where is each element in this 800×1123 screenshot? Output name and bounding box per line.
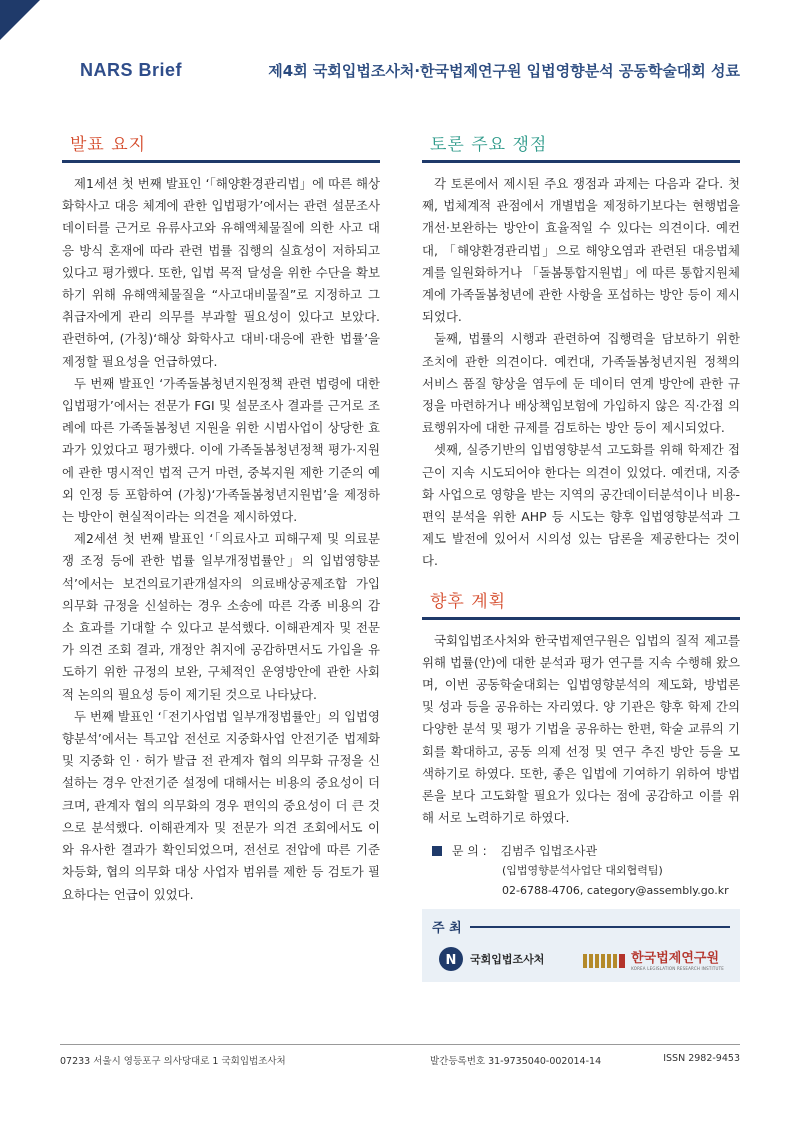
contact-block — [422, 841, 740, 901]
org-klri-sub: KOREA LEGISLATION RESEARCH INSTITUTE — [631, 966, 724, 972]
right-column — [422, 130, 740, 982]
left-column — [62, 130, 380, 906]
divider — [470, 926, 730, 928]
paragraph: 두 번째 발표인 ‘「전기사업법 일부개정법률안」의 입법영향분석’에서는 특고압 전선로 지중화사업 안전기준 법제화 및 지중화 인 · 허가 발급 전 관계자 협의 의무화 규정을 신설하는 경우 안전기준 설정에 대해서는 비용의 중요성이 더 크며, 관계자 협의 의무화의 경우 편익의 중요성이 더 큰 것으로 분석했다. 이해관계자 및 전문가 의견 조회에서도 이와 유사한 결과가 확인되었으며, 전선로 전압에 따른 기준 차등화, 협의 의무화 대상 사업자 범위를 제한 등 검토가 필요하다는 언급이 있었다. — [62, 708, 380, 902]
host-label: 주 최 — [432, 921, 462, 937]
org-nars — [438, 946, 544, 972]
page-footer — [60, 1044, 740, 1067]
page-title: 제4회 국회입법조사처·한국법제연구원 입법영향분석 공동학술대회 성료 — [268, 62, 740, 80]
paragraph: 제1세션 첫 번째 발표인 ‘「해양환경관리법」에 따른 해상화학사고 대응 체계에 관한 입법평가’에서는 관련 설문조사 데이터를 근거로 유류사고와 유해액체물질에 의한 사고 대응 방식 혼재에 따라 관련 법률 집행의 실효성이 저하되고 있다고 평가했다. 또한, 입법 목적 달성을 위한 수단을 확보하기 위해 유해액체물질을 “사고대비물질”로 지정하고 그 취급자에게 관리 의무를 부과할 필요성이 있다고 보았다. 관련하여, (가칭)‘해상 화학사고 대비·대응에 관한 법률’을 제정할 필요성을 언급하였다. — [62, 176, 380, 369]
svg-text:N: N — [445, 953, 457, 969]
paragraph: 두 번째 발표인 ‘가족돌봄청년지원정책 관련 법령에 대한 입법평가’에서는 전문가 FGI 및 설문조사 결과를 근거로 조례에 따른 가족돌봄청년 지원을 위한 시범사업이 상당한 효과가 있었다고 평가했다. 이에 가족돌봄청년정책 평가·지원에 관한 명시적인 법적 근거 마련, 중복지원 제한 기준의 예외 인정 등 포함하여 (가칭)‘가족돌봄청년지원법’을 제정하는 방안이 현실적이라는 의견을 제시하였다. — [62, 375, 380, 525]
paragraph: 국회입법조사처와 한국법제연구원은 입법의 질적 제고를 위해 법률(안)에 대한 분석과 평가 연구를 지속 수행해 왔으며, 이번 공동학술대회는 입법영향분석의 제도화, 방법론 및 성과 등을 공유하는 자리였다. 양 기관은 향후 학제 간의 다양한 분석 및 평가 기법을 공유하는 한편, 학술 교류의 기회를 확대하고, 공동 의제 선정 및 연구 추진 방안 등을 모색하기로 하였다. 또한, 좋은 입법에 기여하기 위하여 방법론을 보다 고도화할 필요가 있다는 점에 공감하고 이를 위해 서로 노력하기로 하였다. — [422, 632, 740, 826]
footer-address: 07233 서울시 영등포구 의사당대로 1 국회입법조사처 — [60, 1056, 286, 1067]
nars-brief-logo: NARS Brief — [80, 60, 183, 80]
section-title-discussion: 토론 주요 쟁점 — [422, 130, 740, 163]
org-klri-name: 한국법제연구원 — [631, 951, 720, 967]
section-title-presentations: 발표 요지 — [62, 130, 380, 163]
org-nars-name: 국회입법조사처 — [470, 953, 545, 967]
paragraph: 셋째, 실증기반의 입법영향분석 고도화를 위해 학제간 접근이 지속 시도되어야 한다는 의견이 있었다. 예컨대, 지중화 사업으로 영향을 받는 지역의 공간데이터분석이나 비용-편익 분석을 위한 AHP 등 시도는 향후 입법영향분석과 그 제도 발전에 있어서 시의성 있는 담론을 제공한다는 것이다. — [422, 442, 740, 569]
contact-label: 문 의 : — [451, 844, 487, 859]
paragraph: 각 토론에서 제시된 주요 쟁점과 과제는 다음과 같다. 첫째, 법체계적 관점에서 개별법을 제정하기보다는 현행법을 개선·보완하는 방안이 효율적일 수 있다는 의견이다. 예컨대, 「해양환경관리법」으로 해양오염과 관련된 대응법체계를 일원화하거나 「돌봄통합지원법」에 따른 통합지원체계에 가족돌봄청년에 관한 사항을 포섭하는 방안 등이 제시되었다. — [422, 176, 740, 325]
footer-registration: 발간등록번호 31-9735040-002014-14 — [430, 1056, 602, 1067]
nars-emblem-icon — [438, 946, 464, 972]
host-box — [422, 909, 740, 982]
corner-triangle — [0, 0, 40, 40]
contact-name: 김범주 입법조사관 — [500, 844, 598, 859]
section-title-future-plans: 향후 계획 — [422, 587, 740, 620]
page-header — [80, 58, 740, 88]
square-bullet-icon — [432, 846, 442, 856]
contact-dept: (입법영향분석사업단 대외협력팀) — [502, 864, 663, 878]
contact-info: 02-6788-4706, category@assembly.go.kr — [502, 884, 729, 898]
klri-emblem-icon — [583, 950, 627, 968]
org-klri — [583, 947, 724, 971]
paragraph: 둘째, 법률의 시행과 관련하여 집행력을 담보하기 위한 조치에 관한 의견이다. 예컨대, 가족돌봄청년지원 정책의 서비스 품질 향상을 염두에 둔 데이터 연계 방안에 관한 규정을 마련하거나 배상책임보험에 가입하지 않은 직·간접 의료행위자에 대한 규제를 검토하는 방안 등이 제시되었다. — [422, 331, 740, 436]
footer-issn: ISSN 2982-9453 — [663, 1053, 740, 1064]
paragraph: 제2세션 첫 번째 발표인 ‘「의료사고 피해구제 및 의료분쟁 조정 등에 관한 법률 일부개정법률안」의 입법영향분석’에서는 보건의료기관개설자의 의료배상공제조합 가입 의무화 규정을 신설하는 경우 소송에 따른 각종 비용의 감소 효과를 기대할 수 있다고 분석했다. 이해관계자 및 전문가 의견 조회 결과, 개정안 취지에 공감하면서도 가입을 유도하기 위한 규정의 보완, 구체적인 운영방안에 관한 사회적 논의의 필요성 등이 제기된 것으로 나타났다. — [62, 531, 380, 702]
